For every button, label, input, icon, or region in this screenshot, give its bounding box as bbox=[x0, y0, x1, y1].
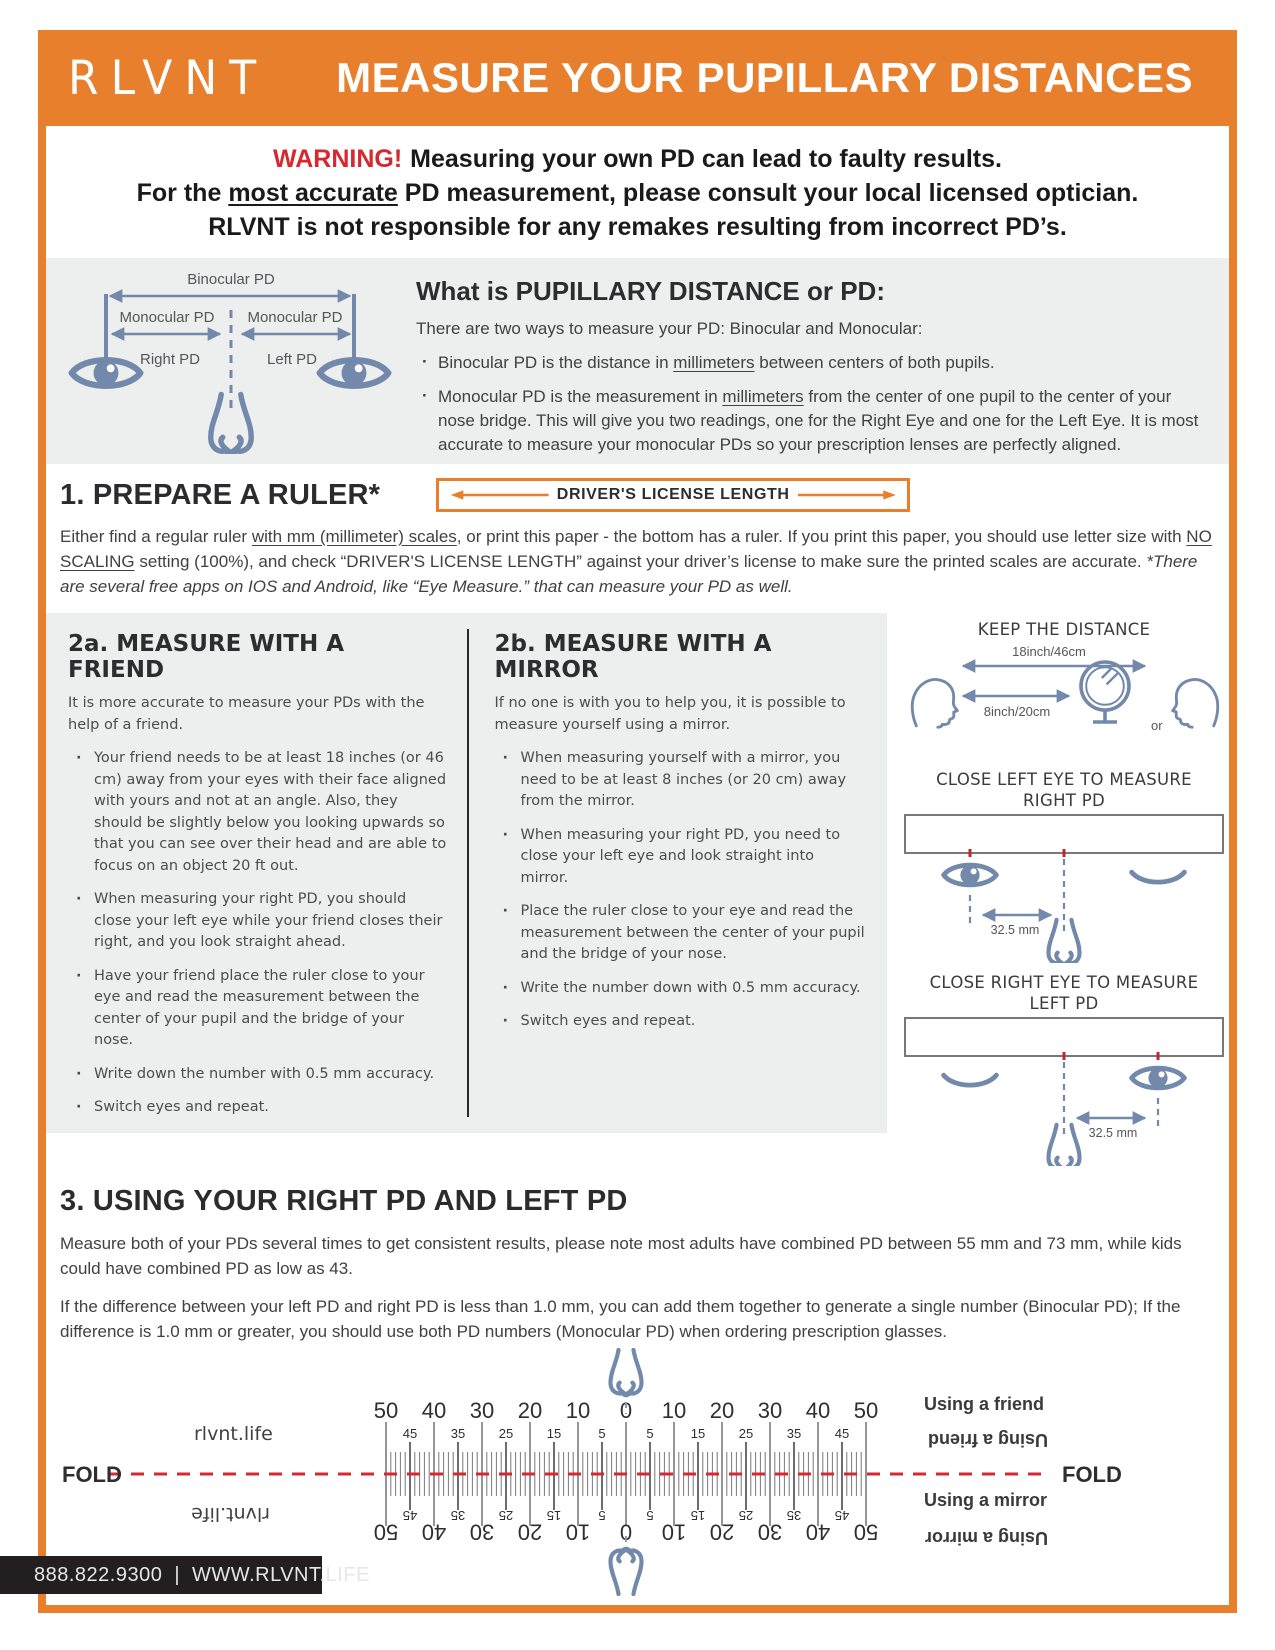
step2a-heading: 2a. MEASURE WITH A FRIEND bbox=[68, 631, 345, 683]
step1-heading: 1. PREPARE A RULER* bbox=[60, 478, 381, 511]
brand-url-flipped: rlvnt.life bbox=[191, 1503, 270, 1525]
fold-label-left: FOLD bbox=[62, 1462, 122, 1487]
svg-text:15: 15 bbox=[546, 1426, 562, 1441]
eye-icon bbox=[944, 865, 997, 885]
svg-text:10: 10 bbox=[565, 1398, 591, 1423]
step3-paragraph-1: Measure both of your PDs several times to get consistent results, please note most adults have combined PD between 55 mm and 73 mm, while kids could have combined PD as low as 43. bbox=[60, 1234, 1182, 1278]
brand-url: rlvnt.life bbox=[194, 1423, 273, 1445]
step2-panel bbox=[46, 613, 887, 1133]
svg-text:35: 35 bbox=[786, 1426, 802, 1441]
svg-text:40: 40 bbox=[805, 1398, 831, 1423]
closed-eye-icon bbox=[1132, 872, 1185, 882]
step1-paragraph: Either find a regular ruler with mm (millimeter) scales, or print this paper - the bottom has a ruler. If you print this paper, you should use letter size with NO SCALING setting (100%), and check “DRIVER'S LICENSE LENGTH” against your driver’s license to make sure the printed scales are accurate. *There are several free apps on IOS and Android, like “Eye Measure.” that can measure your PD as well. bbox=[60, 527, 1212, 596]
svg-text:35: 35 bbox=[786, 1507, 802, 1523]
measure-with-friend-column bbox=[68, 629, 467, 1117]
footer-site: WWW.RLVNT.LIFE bbox=[192, 1563, 370, 1586]
svg-text:50: 50 bbox=[373, 1519, 399, 1545]
svg-text:20: 20 bbox=[517, 1519, 543, 1545]
list-item: · Your friend needs to be at least 18 inches (or 46 cm) away from your eyes with their face aligned with yours and not at an angle. Also, they should be slightly below you looking upwards so that you can see over their head and are able to focus on an object 20 ft out. bbox=[68, 748, 447, 877]
page-title: MEASURE YOUR PUPILLARY DISTANCES bbox=[336, 54, 1193, 101]
nose-icon bbox=[610, 1350, 641, 1395]
svg-text:20: 20 bbox=[709, 1519, 735, 1545]
step2b-intro: If no one is with you to help you, it is possible to measure yourself using a mirror. bbox=[494, 695, 846, 733]
binocular-pd-label: Binocular PD bbox=[187, 271, 275, 288]
svg-text:35: 35 bbox=[450, 1426, 466, 1441]
svg-text:30: 30 bbox=[757, 1519, 783, 1545]
svg-text:0: 0 bbox=[619, 1519, 633, 1545]
pd-diagram bbox=[64, 270, 398, 454]
list-item: · When measuring your right PD, you need to close your left eye and look straight into mirror. bbox=[495, 825, 866, 890]
step1-section bbox=[46, 464, 1229, 599]
svg-text:25: 25 bbox=[738, 1426, 754, 1441]
svg-text:5: 5 bbox=[646, 1507, 654, 1523]
svg-text:25: 25 bbox=[738, 1507, 754, 1523]
warning-text-1: Measuring your own PD can lead to faulty results. bbox=[410, 145, 1002, 173]
list-item: · Write down the number with 0.5 mm accuracy. bbox=[68, 1064, 447, 1086]
content-area bbox=[46, 126, 1229, 1596]
svg-text:10: 10 bbox=[661, 1398, 687, 1423]
face-profile-icon bbox=[912, 679, 957, 727]
svg-text:45: 45 bbox=[402, 1507, 418, 1523]
license-arrow-left-icon bbox=[449, 488, 549, 502]
diagram-sidebar bbox=[887, 613, 1229, 1171]
svg-text:15: 15 bbox=[690, 1507, 706, 1523]
using-friend-label-flipped: Using a friend bbox=[927, 1430, 1048, 1450]
warning-line-3: RLVNT is not responsible for any remakes resulting from incorrect PD’s. bbox=[208, 213, 1067, 241]
right-pd-diagram bbox=[899, 813, 1229, 963]
warning-label: WARNING! bbox=[273, 145, 403, 173]
list-item: · Switch eyes and repeat. bbox=[495, 1011, 866, 1033]
far-distance-label: 18inch/46cm bbox=[1012, 644, 1086, 659]
svg-text:45: 45 bbox=[834, 1507, 850, 1523]
warning-line-2: For the most accurate PD measurement, please consult your local licensed optician. bbox=[136, 179, 1139, 207]
svg-text:0: 0 bbox=[619, 1398, 633, 1423]
near-distance-label: 8inch/20cm bbox=[983, 704, 1051, 719]
monocular-left-label: Monocular PD bbox=[119, 309, 215, 326]
step2a-intro: It is more accurate to measure your PDs with the help of a friend. bbox=[68, 695, 425, 733]
list-item: · Write the number down with 0.5 mm accuracy. bbox=[495, 978, 866, 1000]
using-mirror-label-flipped: Using a mirror bbox=[924, 1528, 1048, 1548]
step2-row bbox=[46, 613, 1229, 1171]
close-left-eye-title: CLOSE LEFT EYE TO MEASURE RIGHT PD bbox=[936, 770, 1192, 810]
nose-icon-flipped bbox=[610, 1549, 641, 1594]
svg-text:5: 5 bbox=[598, 1426, 606, 1441]
warning-section bbox=[46, 126, 1229, 256]
list-item: · Switch eyes and repeat. bbox=[68, 1097, 447, 1119]
list-item: · Monocular PD is the measurement in millimeters from the center of one pupil to the center of your nose bridge. This will give you two readings, one for the Right Eye and one for the Left Eye. It is most accurate to measure your monocular PDs so your prescription lenses are perfectly aligned. bbox=[416, 385, 1211, 457]
svg-text:45: 45 bbox=[402, 1426, 418, 1441]
header-bar bbox=[38, 30, 1237, 126]
eye-icon bbox=[320, 360, 389, 386]
step3-paragraph-2: If the difference between your left PD and right PD is less than 1.0 mm, you can add them together to generate a single number (Binocular PD); If the difference is 1.0 mm or greater, you should use both PD numbers (Monocular PD) when ordering prescription glasses. bbox=[60, 1297, 1181, 1341]
keep-distance-title: KEEP THE DISTANCE bbox=[977, 620, 1151, 639]
list-item: · Place the ruler close to your eye and read the measurement between the center of your pupil and the bridge of your nose. bbox=[495, 901, 866, 966]
what-is-heading: What is PUPILLARY DISTANCE or PD: bbox=[416, 276, 885, 306]
license-label: DRIVER'S LICENSE LENGTH bbox=[556, 486, 790, 503]
fold-label-right: FOLD bbox=[1062, 1462, 1122, 1487]
list-item: · Binocular PD is the distance in millimeters between centers of both pupils. bbox=[416, 351, 1211, 375]
face-profile-icon bbox=[1173, 679, 1218, 727]
svg-text:30: 30 bbox=[757, 1398, 783, 1423]
closed-eye-icon bbox=[944, 1075, 997, 1085]
or-label: or bbox=[1151, 718, 1163, 733]
svg-text:15: 15 bbox=[690, 1426, 706, 1441]
right-pd-label: Right PD bbox=[139, 351, 201, 368]
svg-text:5: 5 bbox=[598, 1507, 606, 1523]
step2b-bullets bbox=[495, 748, 866, 1033]
list-item: · Have your friend place the ruler close to your eye and read the measurement between the center of your pupil and the bridge of your nose. bbox=[68, 966, 447, 1052]
rlvnt-logo: RLVNT bbox=[68, 50, 269, 106]
footer-bar bbox=[0, 1556, 370, 1594]
svg-text:50: 50 bbox=[853, 1398, 879, 1423]
list-item: · When measuring yourself with a mirror, you need to be at least 8 inches (or 20 cm) away from the mirror. bbox=[495, 748, 866, 813]
svg-text:40: 40 bbox=[421, 1519, 447, 1545]
what-is-intro: There are two ways to measure your PD: Binocular and Monocular: bbox=[416, 319, 923, 338]
svg-text:40: 40 bbox=[805, 1519, 831, 1545]
footer-divider: | bbox=[174, 1563, 181, 1586]
using-friend-label: Using a friend bbox=[924, 1394, 1045, 1414]
monocular-right-label: Monocular PD bbox=[247, 309, 343, 326]
svg-text:5: 5 bbox=[646, 1426, 654, 1441]
svg-text:20: 20 bbox=[709, 1398, 735, 1423]
left-pd-value: 32.5 mm bbox=[1088, 1126, 1138, 1140]
close-right-eye-title: CLOSE RIGHT EYE TO MEASURE LEFT PD bbox=[929, 973, 1199, 1013]
svg-text:50: 50 bbox=[853, 1519, 879, 1545]
step2a-bullets bbox=[68, 748, 447, 1119]
footer-phone: 888.822.9300 bbox=[34, 1563, 163, 1586]
svg-text:10: 10 bbox=[661, 1519, 687, 1545]
step3-heading: 3. USING YOUR RIGHT PD AND LEFT PD bbox=[60, 1185, 628, 1217]
svg-text:25: 25 bbox=[498, 1507, 514, 1523]
step3-section bbox=[46, 1171, 1229, 1344]
eye-icon bbox=[72, 360, 141, 386]
warning-line-1 bbox=[76, 142, 1199, 176]
keep-distance-diagram bbox=[899, 642, 1229, 760]
using-mirror-label: Using a mirror bbox=[924, 1490, 1048, 1510]
list-item: · When measuring your right PD, you should close your left eye while your friend closes their right, and you look straight ahead. bbox=[68, 889, 447, 954]
svg-text:50: 50 bbox=[373, 1398, 399, 1423]
svg-text:45: 45 bbox=[834, 1426, 850, 1441]
left-pd-diagram bbox=[899, 1016, 1229, 1166]
license-arrow-right-icon bbox=[798, 488, 898, 502]
right-pd-value: 32.5 mm bbox=[990, 923, 1040, 937]
measure-with-mirror-column bbox=[467, 629, 866, 1117]
svg-text:40: 40 bbox=[421, 1398, 447, 1423]
svg-text:10: 10 bbox=[565, 1519, 591, 1545]
svg-text:15: 15 bbox=[546, 1507, 562, 1523]
mirror-icon bbox=[1081, 662, 1129, 722]
drivers-license-box bbox=[436, 478, 910, 512]
step2b-heading: 2b. MEASURE WITH A MIRROR bbox=[494, 631, 772, 683]
what-is-bullets bbox=[416, 351, 1211, 457]
left-pd-label: Left PD bbox=[266, 351, 318, 368]
svg-text:30: 30 bbox=[469, 1519, 495, 1545]
svg-text:20: 20 bbox=[517, 1398, 543, 1423]
svg-text:25: 25 bbox=[498, 1426, 514, 1441]
svg-text:30: 30 bbox=[469, 1398, 495, 1423]
what-is-pd-section bbox=[46, 258, 1229, 464]
svg-text:35: 35 bbox=[450, 1507, 466, 1523]
eye-icon bbox=[1132, 1068, 1185, 1088]
